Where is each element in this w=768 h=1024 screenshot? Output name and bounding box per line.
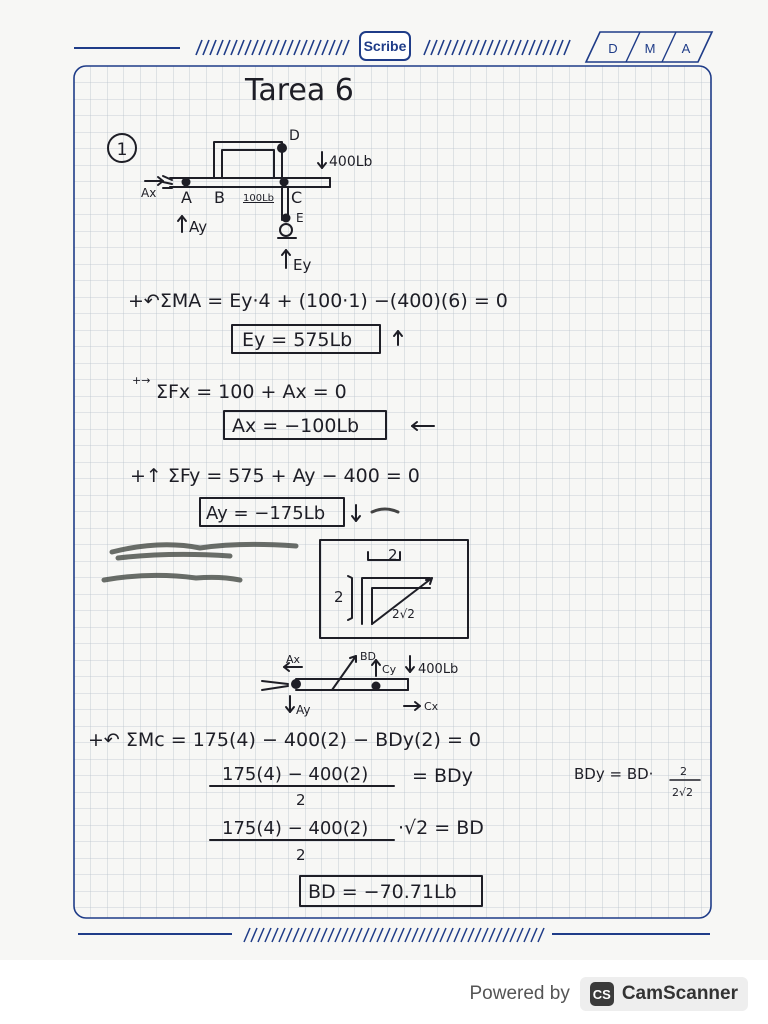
fbd-bd-label: BD — [360, 650, 377, 663]
fraction2-denominator: 2 — [296, 846, 306, 864]
grid-paper — [74, 66, 711, 918]
ay-result: Ay = −175Lb — [206, 503, 326, 524]
powered-by-badge[interactable] — [469, 976, 748, 1012]
ax-result: Ax = −100Lb — [232, 415, 360, 437]
ey-label: Ey — [293, 256, 312, 274]
moment-c-equation: +↶ ΣMc = 175(4) − 400(2) − BDy(2) = 0 — [88, 729, 481, 751]
fbd-ax-label: Ax — [286, 653, 301, 666]
load-400-label: 400Lb — [329, 154, 373, 170]
fraction1-result: = BDy — [412, 765, 473, 787]
point-d-label: D — [289, 128, 300, 144]
date-day-label: D — [608, 41, 618, 56]
load-100-label: 100Lb — [243, 193, 275, 204]
sum-fx-equation: ΣFx = 100 + Ax = 0 — [156, 381, 347, 403]
fbd-load-label: 400Lb — [418, 662, 459, 677]
scribe-logo-text: Scribe — [363, 38, 407, 54]
moment-a-equation: +↶ΣMA = Ey·4 + (100·1) −(400)(6) = 0 — [128, 290, 508, 312]
point-b-label: B — [214, 188, 225, 207]
camscanner-logo-icon: CS — [590, 982, 614, 1006]
camscanner-badge[interactable] — [580, 977, 748, 1011]
sum-fx-sign: +→ — [132, 374, 151, 387]
geometry-hypotenuse: 2√2 — [392, 607, 415, 621]
sum-fy-equation: +↑ ΣFy = 575 + Ay − 400 = 0 — [130, 465, 420, 487]
camscanner-name: CamScanner — [621, 983, 738, 1004]
fraction1-numerator: 175(4) − 400(2) — [222, 764, 369, 785]
geometry-top-side: 2 — [388, 546, 398, 564]
point-a-label: A — [181, 188, 192, 207]
bd-result: BD = −70.71Lb — [308, 881, 457, 903]
geometry-left-side: 2 — [334, 588, 344, 606]
bdy-note-lhs: BDy = BD· — [574, 765, 654, 783]
date-month-label: M — [644, 41, 656, 56]
ax-label: Ax — [141, 186, 157, 200]
bdy-note-denominator: 2√2 — [672, 786, 694, 799]
bdy-note-numerator: 2 — [680, 765, 687, 778]
point-c-label: C — [291, 188, 303, 207]
fbd-ay-label: Ay — [296, 703, 311, 717]
date-year-label: A — [681, 41, 691, 56]
problem-number: 1 — [116, 140, 128, 160]
page-title: Tarea 6 — [245, 73, 354, 108]
fbd-cy-label: Cy — [382, 663, 397, 676]
fbd-cx-label: Cx — [424, 700, 439, 713]
fraction2-result: ·√2 = BD — [398, 817, 484, 839]
fraction2-numerator: 175(4) − 400(2) — [222, 818, 369, 839]
ey-result: Ey = 575Lb — [242, 329, 353, 351]
ay-label: Ay — [189, 218, 208, 236]
point-e-label: E — [296, 211, 304, 225]
fraction1-denominator: 2 — [296, 791, 306, 809]
powered-by-label: Powered by — [469, 983, 570, 1004]
